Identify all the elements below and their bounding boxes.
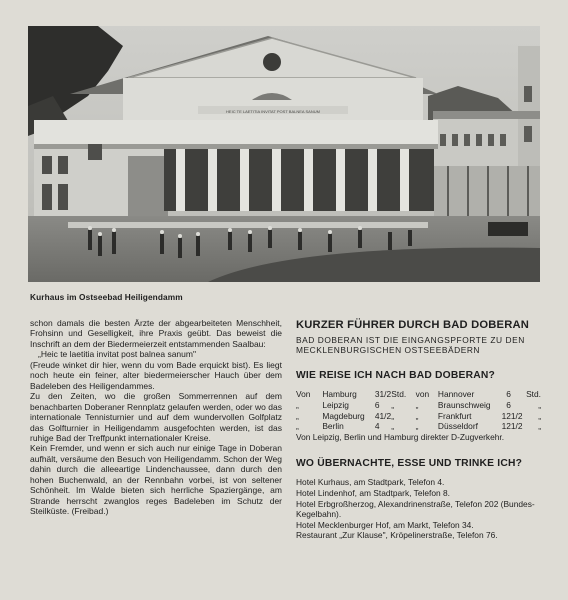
hotel-item: Hotel Kurhaus, am Stadtpark, Telefon 4. (296, 477, 445, 488)
travel-cell-b-pre: „ (415, 400, 419, 410)
travel-cell-a-unit: „ (391, 410, 395, 421)
hotel-list (296, 477, 541, 541)
travel-cell-a-city: Leipzig (322, 400, 349, 410)
travel-cell-b-val: 12 (501, 410, 511, 421)
travel-cell-b-unit: „ (538, 421, 541, 432)
travel-cell-a-pre: „ (296, 421, 299, 432)
inscription-quote: „Heic te laetitia invitat post balnea sanum" (38, 349, 196, 360)
travel-cell-b-pre: „ (415, 410, 419, 421)
travel-cell-a-pre: „ (296, 400, 299, 410)
travel-cell-b-city: Braunschweig (437, 400, 491, 410)
travel-cell-a-frac: 1/2 (379, 389, 392, 400)
travel-cell-b-city: Hannover (437, 389, 475, 400)
stay-heading: WO ÜBERNACHTE, ESSE UND TRINKE ICH? (296, 458, 523, 470)
travel-cell-b-val: 6 (506, 389, 511, 400)
travel-cell-b-pre: von (415, 389, 430, 400)
travel-cell-a-city: Magdeburg (322, 410, 365, 421)
paragraph: schon damals die besten Ärzte der abgearbeiteten Menschheit, Frohsinn und Geselligkeit, ihre Praxis geübt. Das beweist die Inschrift an dem der Biedermeierzeit entstammenden Saalbau: (30, 318, 282, 349)
travel-cell-a-city: Berlin (322, 421, 344, 432)
travel-cell-b-frac: 1/2 (510, 410, 523, 421)
travel-heading: WIE REISE ICH NACH BAD DOBERAN? (296, 370, 495, 382)
travel-cell-a-val: 4 (374, 421, 380, 432)
kurhaus-photo-drawing (28, 26, 540, 282)
travel-cell-a-frac (379, 421, 391, 432)
travel-row (296, 389, 541, 400)
right-column (296, 319, 541, 541)
travel-cell-b-val: 6 (506, 400, 511, 410)
hotel-item: Hotel Mecklenburger Hof, am Markt, Telefon 34. (296, 519, 474, 530)
travel-cell-a-val: 6 (374, 400, 380, 410)
travel-cell-a-unit: Std. (391, 389, 407, 400)
travel-cell-b-unit: „ (538, 410, 541, 421)
travel-cell-a-pre: Von (296, 389, 311, 400)
travel-cell-b-frac: 1/2 (510, 421, 523, 432)
travel-row (296, 421, 541, 432)
hotel-item: Restaurant „Zur Klause", Kröpelinerstraße, Telefon 76. (296, 530, 498, 541)
travel-table (296, 389, 541, 431)
photo-caption: Kurhaus im Ostseebad Heiligendamm (30, 292, 183, 302)
kurhaus-photo (28, 26, 540, 282)
guide-subtitle: BAD DOBERAN IST DIE EINGANGSPFORTE ZU DEN MECKLENBURGISCHEN OSTSEEBÄDERN (296, 335, 525, 356)
travel-cell-b-city: Frankfurt (437, 410, 472, 421)
left-column (30, 318, 282, 517)
hotel-item: Hotel Erbgroßherzog, Alexandrinenstraße, Telefon 202 (Bundes- Kegelbahn). (296, 498, 535, 520)
travel-cell-a-unit: „ (391, 400, 395, 410)
travel-cell-a-frac: 1/2 (379, 410, 392, 421)
travel-cell-b-val: 12 (501, 421, 511, 432)
travel-row (296, 411, 541, 422)
travel-cell-b-unit: „ (538, 400, 541, 410)
paragraph: (Freude winket dir hier, wenn du vom Bade erquickt bist). Es liegt noch heute ein feiner, alter biedermeierscher Hauch über dem Badeleben des Heiligendammes. (30, 359, 282, 391)
travel-cell-a-pre: „ (296, 410, 299, 421)
travel-cell-b-frac (511, 400, 523, 411)
travel-cell-b-pre: „ (415, 421, 419, 432)
travel-cell-a-val: 4 (374, 410, 380, 421)
travel-cell-a-frac (379, 400, 391, 411)
travel-cell-b-unit: Std. (526, 389, 541, 400)
travel-note: Von Leipzig, Berlin und Hamburg direkter D-Zugverkehr. (296, 431, 505, 442)
guide-title: KURZER FÜHRER DURCH BAD DOBERAN (296, 319, 530, 331)
hotel-item: Hotel Lindenhof, am Stadtpark, Telefon 8. (296, 487, 450, 498)
travel-cell-a-unit: „ (391, 421, 395, 432)
travel-cell-a-city: Hamburg (322, 389, 357, 400)
travel-cell-b-frac (511, 389, 523, 400)
facade-inscription: HEIC TE LAETITIA INVITAT POST BALNEA SANUM (226, 109, 320, 114)
paragraph: Zu den Zeiten, wo die großen Sommerrennen auf dem benachbarten Doberaner Rennplatz gelaufen werden, oder wo das internationale Tennisturnier und auf dem wundervollen Golfplatz das Golfturnier in Heiligendamm ausgefochten werden, ist das ruhige Bad der Treffpunkt internationaler Kreise. (30, 391, 282, 443)
travel-row (296, 400, 541, 411)
travel-cell-a-val: 3 (374, 389, 380, 400)
travel-cell-b-city: Düsseldorf (437, 421, 478, 432)
paragraph: Kein Fremder, und wenn er sich auch nur einige Tage in Doberan aufhält, versäume den Besuch von Heiligendamm. Schon der Weg dahin durch die alleeartige Lindenchaussee, dann durch den hohen Buchenwald, an der Rennbahn vorbei, ist von seltener Schönheit. Im Walde bieten sich herrliche Spaziergänge, am Strande herrscht zwanglos reges Badeleben im Schutz der Steilküste. (Freibad.) (30, 443, 282, 517)
